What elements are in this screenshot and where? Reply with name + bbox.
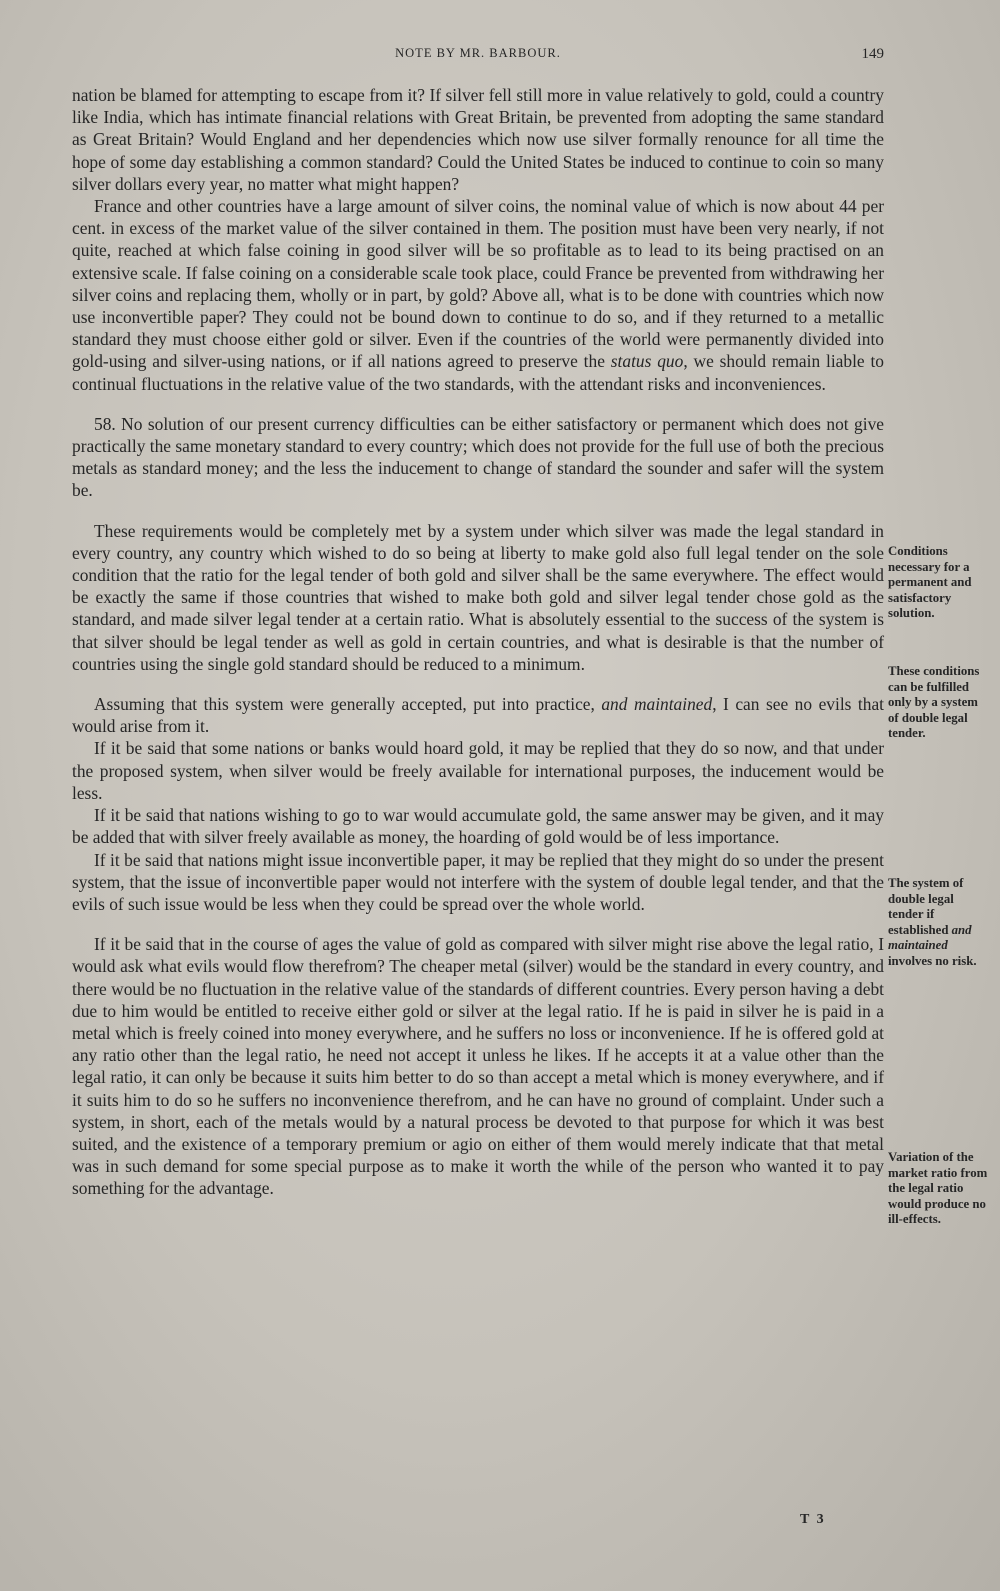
- text-run: If it be said that some nations or banks would hoard gold, it may be replied that they do so now, and that under the proposed system, when silver would be freely available for international purposes, the inducement would be less.: [72, 738, 884, 803]
- running-title: NOTE BY MR. BARBOUR.: [395, 46, 561, 60]
- page-number: 149: [861, 46, 884, 62]
- paragraph: [72, 849, 884, 916]
- text-run: Conditions necessary for a permanent and satisfactory solution.: [888, 544, 972, 620]
- text-run: These conditions can be fulfilled only by a system of double legal tender.: [888, 664, 980, 740]
- paragraph: [72, 520, 884, 675]
- paragraph: [72, 804, 884, 848]
- text-run: , we should remain liable to continual fluctuations in the relative value of the two standards, with the attendant risks and inconveniences.: [72, 351, 884, 394]
- paragraph: [72, 84, 884, 195]
- paragraph: [72, 195, 884, 395]
- text-run: Variation of the market ratio from the legal ratio would produce no ill-effects.: [888, 1150, 988, 1226]
- paragraph: [72, 693, 884, 737]
- margin-note: [888, 664, 988, 742]
- text-run: If it be said that in the course of ages the value of gold as compared with silver might rise above the legal ratio, I would ask what evils would flow therefrom? The cheaper metal (silver) would be the standard in every country, and there would be no fluctuation in the relative value of the standards of different countries. Every person having a debt due to him would be entitled to receive either gold or silver at the legal ratio. If he is paid in silver he is paid in a metal which is freely coined into money everywhere, and he suffers no loss or inconvenience. If he is offered gold at any ratio other than the legal ratio, he need not accept it unless he likes. If he accepts it at a value other than the legal ratio, it can only be because it suits him better to do so than accept a metal which is money everywhere, and if it suits him to do so he suffers no inconvenience therefrom, and he can have no ground of complaint. Under such a system, in short, each of the metals would by a natural process be devoted to that purpose for which it was best suited, and the existence of a temporary premium or agio on either of them would merely indicate that that metal was in such demand for some special purpose as to make it worth the while of the person who wanted it to pay something for the advantage.: [72, 934, 884, 1199]
- paragraph-58: [72, 413, 884, 502]
- paragraph: [72, 737, 884, 804]
- text-run: involves no risk.: [888, 953, 977, 968]
- text-run: nation be blamed for attempting to escape from it? If silver fell still more in value relatively to gold, could a country like India, which has intimate financial relations with Great Britain, be prevented from adopting the same standard as Great Britain? Would England and her dependencies which now use silver formally renounce for all time the hope of some day establishing a common standard? Could the United States be induced to continue to coin so many silver dollars every year, no matter what might happen?: [72, 85, 884, 194]
- page-header: [72, 46, 884, 68]
- margin-note: [888, 544, 988, 622]
- margin-note: [888, 1150, 988, 1228]
- body-text: [72, 84, 884, 1200]
- margin-note: [888, 876, 988, 969]
- text-run: If it be said that nations might issue inconvertible paper, it may be replied that they might do so under the present system, that the issue of inconvertible paper would not interfere with the system of double legal tender, and that the evils of such issue would be less when they could be spread over the whole world.: [72, 849, 884, 914]
- text-run: These requirements would be completely met by a system under which silver was made the legal standard in every country, any country which wished to do so being at liberty to make gold also full legal tender on the sole condition that the ratio for the legal tender of both gold and silver shall be the same everywhere. The effect would be exactly the same if those countries that wished to make both gold and silver legal tender chose gold as the standard, and made silver legal tender at a certain ratio. What is absolutely essential to the success of the system is that silver should be legal tender as well as gold in certain countries, and what is desirable is that the number of countries using the single gold standard should be reduced to a minimum.: [72, 520, 884, 674]
- text-run: If it be said that nations wishing to go to war would accumulate gold, the same answer may be given, and it may be added that with silver freely available as money, the hoarding of gold would be of less importance.: [72, 805, 884, 848]
- text-run: 58. No solution of our present currency difficulties can be either satisfactory or permanent which does not give practically the same monetary standard to every country; which does not provide for the full use of both the precious metals as standard money; and the less the inducement to change of standard the sounder and safer will the system be.: [72, 413, 884, 501]
- text-run: Assuming that this system were generally accepted, put into practice,: [94, 694, 602, 715]
- text-run: France and other countries have a large amount of silver coins, the nominal value of which is now about 44 per cent. in excess of the market value of the silver contained in them. The position must have been very nearly, if not quite, reached at which false coining in good silver will be so profitable as to lead to its being practised on an extensive scale. If false coining on a considerable scale took place, could France be prevented from withdrawing her silver coins and replacing them, wholly or in part, by gold? Above all, what is to be done with countries which now use inconvertible paper? They could not be bound down to continue to do so, and if they returned to a metallic standard they must choose either gold or silver. Even if the countries of the world were permanently divided into gold-using and silver-using nations, or if all nations agreed to preserve the: [72, 196, 884, 372]
- italic-text-run: and maintained: [888, 922, 972, 952]
- italic-text-run: status quo: [610, 351, 684, 372]
- paragraph: [72, 933, 884, 1199]
- signature-mark: T 3: [800, 1512, 826, 1527]
- text-run: The system of double legal tender if established: [888, 876, 964, 937]
- text-run: , I can see no evils that would arise from it.: [72, 694, 884, 737]
- italic-text-run: and maintained: [601, 694, 713, 715]
